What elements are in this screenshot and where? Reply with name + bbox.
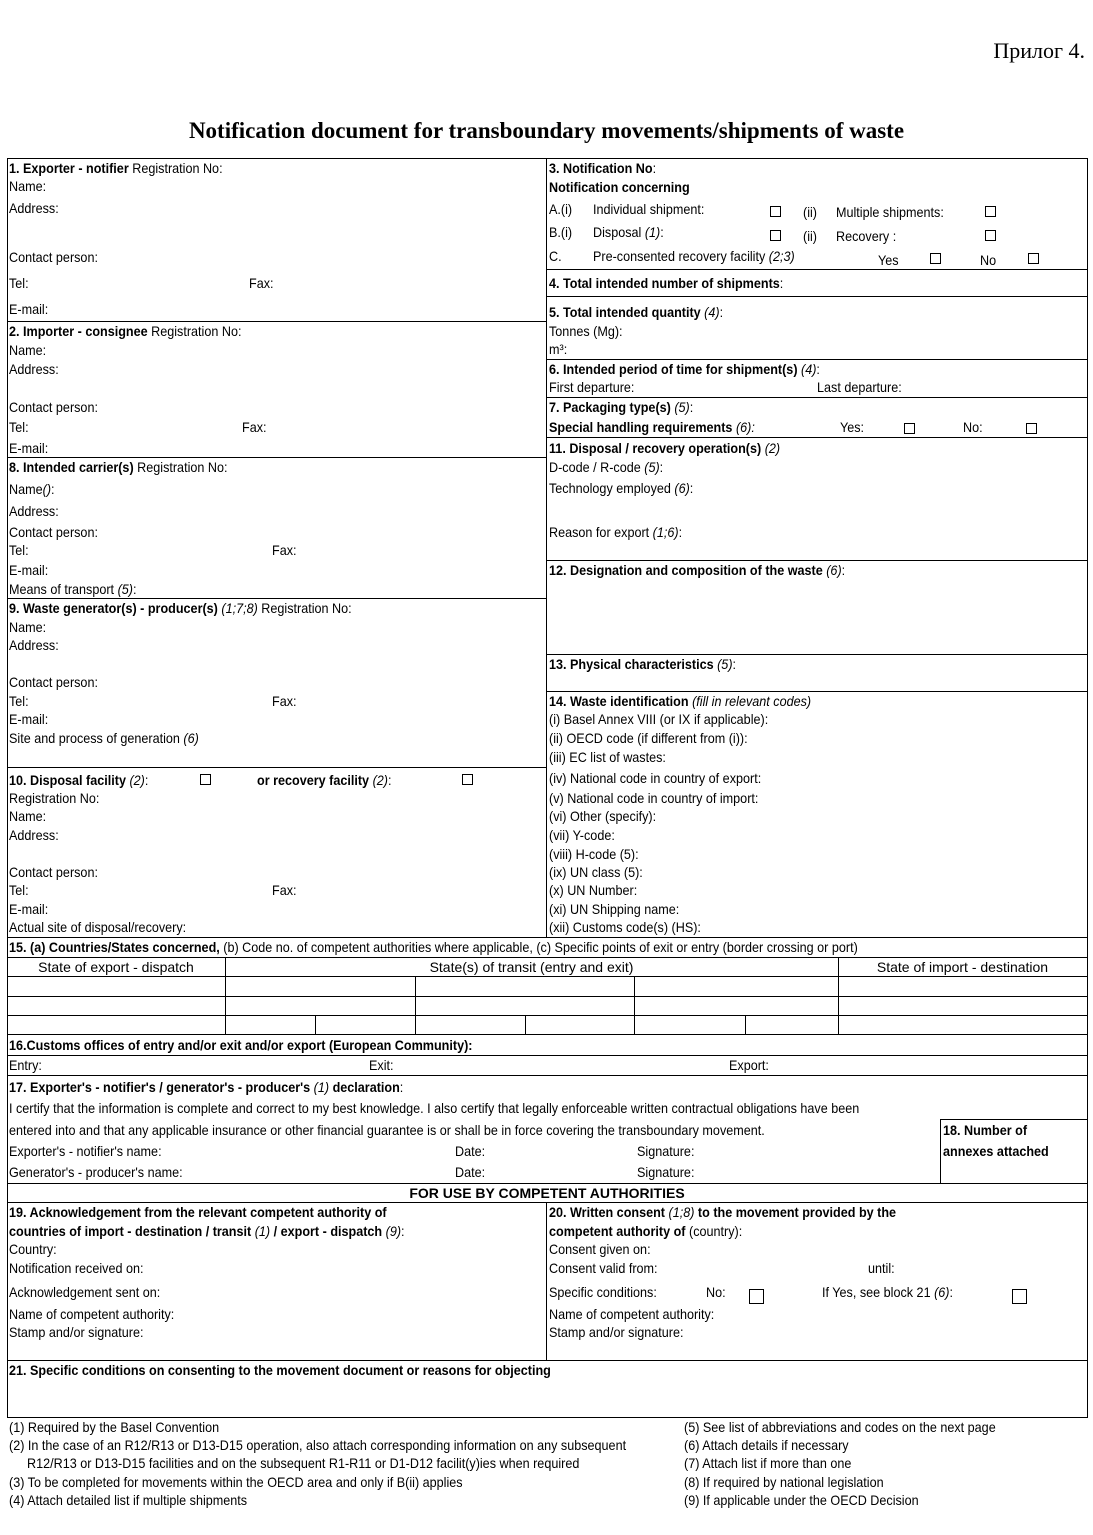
block-20-header <box>549 1204 896 1220</box>
label: : <box>689 480 694 496</box>
divider <box>7 1183 1087 1184</box>
waste-code-label: (v) National code in country of import: <box>549 790 759 806</box>
label: A.(i) <box>549 201 573 217</box>
block-1-header <box>9 160 223 176</box>
note: () <box>42 481 52 497</box>
divider <box>7 767 546 768</box>
block-2-header <box>9 323 241 339</box>
label: : <box>51 481 55 497</box>
block-10-header <box>9 772 148 788</box>
block-9-header <box>9 600 352 616</box>
field-label: Fax: <box>272 882 297 898</box>
field-label: Address: <box>9 503 59 519</box>
field-label: Contact person: <box>9 399 98 415</box>
divider <box>546 158 547 937</box>
block-title: 7. Packaging type(s) <box>549 399 671 415</box>
field-label: Generator's - producer's name: <box>9 1164 183 1180</box>
block-title: 2. Importer - consignee <box>9 323 148 339</box>
field-label: Signature: <box>637 1143 695 1159</box>
divider <box>546 1202 547 1360</box>
field-label: Tel: <box>9 275 29 291</box>
field-label: Last departure: <box>817 379 902 395</box>
field-label: First departure: <box>549 379 635 395</box>
block-title: 10. Disposal facility <box>9 772 126 788</box>
field-label: Country: <box>9 1241 57 1257</box>
field-label <box>549 459 663 475</box>
field-label <box>9 481 55 497</box>
waste-code-label: (xii) Customs code(s) (HS): <box>549 919 701 935</box>
field-label: Stamp and/or signature: <box>549 1324 684 1340</box>
divider <box>7 1360 1087 1361</box>
footnote: (3) To be completed for movements within the OECD area and only if B(ii) applies <box>9 1474 463 1490</box>
note: (2) <box>125 772 145 788</box>
note: (1;6) <box>652 524 679 540</box>
block-15-header <box>9 939 858 955</box>
label: : <box>659 459 664 475</box>
column-state-transit: State(s) of transit (entry and exit) <box>429 959 634 975</box>
table-divider <box>634 976 635 1034</box>
label: Registration No: <box>133 459 228 475</box>
special-handling-no-checkbox[interactable] <box>1026 423 1037 434</box>
block-title: 14. Waste identification <box>549 693 689 709</box>
block-17-header <box>9 1079 403 1095</box>
divider <box>546 296 1087 297</box>
divider <box>7 457 546 458</box>
divider <box>546 560 1087 561</box>
field-label: Contact person: <box>9 674 98 690</box>
note: (9) <box>382 1223 402 1239</box>
label: Reason for export <box>549 524 653 540</box>
label: Registration No: <box>147 323 242 339</box>
block-title: 4. Total intended number of shipments <box>549 275 780 291</box>
block-title: 12. Designation and composition of the waste <box>549 562 823 578</box>
waste-code-label: (ix) UN class (5): <box>549 864 643 880</box>
block-12-header <box>549 562 845 578</box>
block-18-header: annexes attached <box>943 1143 1049 1159</box>
waste-code-label: (ii) OECD code (if different from (i)): <box>549 730 748 746</box>
waste-code-label: (iv) National code in country of export: <box>549 770 762 786</box>
declaration-text: entered into and that any applicable insurance or other financial guarantee is or shall be in force covering the transboundary movement. <box>9 1122 765 1138</box>
footnote: (5) See list of abbreviations and codes on the next page <box>684 1419 996 1435</box>
label: (b) Code no. of competent authorities where applicable, (c) Specific points of exit or entry (border crossing or port) <box>219 939 858 955</box>
block-title: 6. Intended period of time for shipment(s) <box>549 361 798 377</box>
waste-code-label: (vii) Y-code: <box>549 827 615 843</box>
column-state-export: State of export - dispatch <box>38 959 194 975</box>
note: (6): <box>732 419 755 435</box>
note: (2) <box>761 440 781 456</box>
label: Individual shipment: <box>593 201 705 217</box>
field-label: Contact person: <box>9 524 98 540</box>
label: Multiple shipments: <box>836 204 944 220</box>
footnote: (4) Attach detailed list if multiple shipments <box>9 1492 248 1508</box>
column-state-import: State of import - destination <box>876 959 1049 975</box>
note: (1) <box>644 224 661 240</box>
field-label <box>549 524 682 540</box>
field-label: Specific conditions: <box>549 1284 657 1300</box>
field-label: Address: <box>9 200 59 216</box>
label: Special handling requirements <box>549 419 733 435</box>
field-label: Fax: <box>272 542 297 558</box>
label: : <box>732 656 737 672</box>
label: : <box>399 1079 404 1095</box>
note: (1;7;8) <box>217 600 258 616</box>
field-label: Date: <box>455 1164 486 1180</box>
field-label: Exporter's - notifier's name: <box>9 1143 162 1159</box>
divider <box>7 937 1087 938</box>
label: : <box>660 224 664 240</box>
field-label: Fax: <box>272 693 297 709</box>
multiple-shipments-checkbox[interactable] <box>985 206 996 217</box>
field-label: E-mail: <box>9 301 49 317</box>
label: Name <box>9 481 43 497</box>
field-label: Export: <box>729 1057 769 1073</box>
field-label: Fax: <box>242 419 267 435</box>
divider <box>546 269 1087 270</box>
field-label: Contact person: <box>9 249 98 265</box>
label <box>593 224 664 240</box>
note: (2;3) <box>768 248 795 264</box>
block-14-header <box>549 693 811 709</box>
divider <box>546 359 1087 360</box>
page-title: Notification document for transboundary movements/shipments of waste <box>188 118 905 143</box>
divider <box>7 996 1087 997</box>
field-label: Tel: <box>9 542 29 558</box>
notification-concerning: Notification concerning <box>549 179 690 195</box>
label: Disposal <box>593 224 645 240</box>
block-title: / export - dispatch <box>270 1223 383 1239</box>
disposal-facility-checkbox[interactable] <box>200 774 211 785</box>
field-label: Exit: <box>369 1057 394 1073</box>
note: (5) <box>670 399 690 415</box>
footnote: (7) Attach list if more than one <box>684 1455 852 1471</box>
note: (fill in relevant codes) <box>688 693 812 709</box>
footnote: (9) If applicable under the OECD Decision <box>684 1492 919 1508</box>
block-title: 17. Exporter's - notifier's / generator's - producer's <box>9 1079 311 1095</box>
divider <box>7 598 546 599</box>
note: (5) <box>644 459 660 475</box>
field-label: Actual site of disposal/recovery: <box>9 919 187 935</box>
label: No <box>980 252 997 268</box>
field-label: Consent given on: <box>549 1241 651 1257</box>
label: Yes <box>878 252 899 268</box>
field-label: Name: <box>9 808 47 824</box>
field-label: Name: <box>9 178 47 194</box>
divider <box>7 1055 1087 1056</box>
note: (5) <box>117 581 133 597</box>
table-divider <box>745 1015 746 1034</box>
block-18-header: 18. Number of <box>943 1122 1028 1138</box>
divider <box>7 1075 1087 1076</box>
waste-code-label: (x) UN Number: <box>549 882 638 898</box>
field-label: Date: <box>455 1143 486 1159</box>
field-label: Registration No: <box>9 790 100 806</box>
label: Site and process of generation <box>9 730 184 746</box>
field-label: Name: <box>9 619 47 635</box>
field-label: m³: <box>549 341 568 357</box>
note: (6) <box>183 730 199 746</box>
field-label: Name of competent authority: <box>9 1306 175 1322</box>
recovery-checkbox[interactable] <box>985 230 996 241</box>
block-21-header: 21. Specific conditions on consenting to the movement document or reasons for objecting <box>9 1362 551 1378</box>
label <box>822 1284 953 1300</box>
block-title: 11. Disposal / recovery operation(s) <box>549 440 762 456</box>
block-13-header <box>549 656 736 672</box>
label <box>593 248 795 264</box>
label: Yes: <box>840 419 865 435</box>
annex-label: Прилог 4. <box>993 38 1085 63</box>
label: Technology employed <box>549 480 675 496</box>
field-label: Notification received on: <box>9 1260 144 1276</box>
label: (country): <box>685 1223 743 1239</box>
footnote: (1) Required by the Basel Convention <box>9 1419 220 1435</box>
field-label: Tel: <box>9 419 29 435</box>
label: : <box>132 581 137 597</box>
table-divider <box>415 976 416 1034</box>
label: : <box>144 772 149 788</box>
divider <box>940 1119 941 1183</box>
label: : <box>816 361 820 377</box>
field-label: Acknowledgement sent on: <box>9 1284 161 1300</box>
block-title: or recovery facility <box>257 772 370 788</box>
divider <box>546 437 1087 438</box>
block-4-header <box>549 275 783 291</box>
label: : <box>401 1223 405 1239</box>
label: No: <box>706 1284 726 1300</box>
block-title: 8. Intended carrier(s) <box>9 459 134 475</box>
waste-code-label: (vi) Other (specify): <box>549 808 657 824</box>
note: (2) <box>369 772 388 788</box>
block-title: to the movement provided by the <box>694 1204 897 1220</box>
note: (1) <box>251 1223 271 1239</box>
preconsented-no-checkbox[interactable] <box>1028 253 1039 264</box>
block-19-header <box>9 1223 405 1239</box>
field-label: Consent valid from: <box>549 1260 658 1276</box>
preconsented-yes-checkbox[interactable] <box>930 253 941 264</box>
block-title: 13. Physical characteristics <box>549 656 714 672</box>
label: : <box>949 1284 953 1300</box>
field-label <box>9 730 199 746</box>
label: : <box>387 772 392 788</box>
field-label: Fax: <box>249 275 274 291</box>
field-label: Signature: <box>637 1164 695 1180</box>
label: Registration No: <box>257 600 352 616</box>
individual-shipment-checkbox[interactable] <box>770 206 781 217</box>
table-divider <box>315 1015 316 1034</box>
label: D-code / R-code <box>549 459 645 475</box>
block-16-header: 16.Customs offices of entry and/or exit and/or export (European Community): <box>9 1037 473 1053</box>
block-20-header <box>549 1223 742 1239</box>
field-label: Address: <box>9 361 59 377</box>
label: No: <box>963 419 983 435</box>
label: If Yes, see block 21 <box>822 1284 935 1300</box>
field-label: Name: <box>9 342 47 358</box>
authorities-banner: FOR USE BY COMPETENT AUTHORITIES <box>409 1185 685 1201</box>
recovery-facility-checkbox[interactable] <box>462 774 473 785</box>
field-label: E-mail: <box>9 562 49 578</box>
footnote: (6) Attach details if necessary <box>684 1437 849 1453</box>
block-title: 5. Total intended quantity <box>549 304 701 320</box>
divider <box>7 976 1087 977</box>
declaration-text: I certify that the information is complete and correct to my best knowledge. I also certify that legally enforceable written contractual obligations have been <box>9 1100 860 1116</box>
special-handling-yes-checkbox[interactable] <box>904 423 915 434</box>
waste-code-label: (viii) H-code (5): <box>549 846 639 862</box>
footnote: R12/R13 or D13-D15 facilities and on the subsequent R1-R11 or D1-D12 facilit(y)ies when required <box>27 1455 580 1471</box>
block-8-header <box>9 459 228 475</box>
field-label <box>549 419 755 435</box>
label: (ii) <box>803 228 817 244</box>
block-6-header <box>549 361 820 377</box>
field-label: Stamp and/or signature: <box>9 1324 144 1340</box>
label: : <box>779 275 784 291</box>
table-divider <box>525 1015 526 1034</box>
block-title: 15. (a) Countries/States concerned, <box>9 939 220 955</box>
field-label: E-mail: <box>9 901 49 917</box>
block-7-header <box>549 399 693 415</box>
field-label: Tel: <box>9 693 29 709</box>
footnote: (8) If required by national legislation <box>684 1474 884 1490</box>
block-19-header: 19. Acknowledgement from the relevant competent authority of <box>9 1204 387 1220</box>
divider <box>546 654 1087 655</box>
field-label: Contact person: <box>9 864 98 880</box>
label: : <box>719 304 724 320</box>
note: (6) <box>934 1284 950 1300</box>
label: Means of transport <box>9 581 118 597</box>
specific-conditions-no-checkbox[interactable] <box>749 1289 764 1304</box>
divider <box>546 397 1087 398</box>
field-label: Tonnes (Mg): <box>549 323 623 339</box>
divider <box>7 957 1087 958</box>
block-title: 20. Written consent <box>549 1204 666 1220</box>
block-title: countries of import - destination / transit <box>9 1223 252 1239</box>
block-title: declaration <box>329 1079 400 1095</box>
note: (4) <box>797 361 817 377</box>
waste-code-label: (xi) UN Shipping name: <box>549 901 680 917</box>
divider <box>7 1015 1087 1016</box>
field-label: E-mail: <box>9 440 49 456</box>
divider <box>7 321 546 322</box>
specific-conditions-yes-checkbox[interactable] <box>1012 1289 1027 1304</box>
disposal-checkbox[interactable] <box>770 230 781 241</box>
note: (6) <box>822 562 842 578</box>
note: (6) <box>674 480 690 496</box>
divider <box>7 1202 1087 1203</box>
waste-code-label: (iii) EC list of wastes: <box>549 749 666 765</box>
field-label: Address: <box>9 827 59 843</box>
block-11-header <box>549 440 780 456</box>
label: Pre-consented recovery facility <box>593 248 769 264</box>
block-3-header <box>549 160 656 176</box>
note: (4) <box>700 304 720 320</box>
note: (1;8) <box>665 1204 695 1220</box>
field-label: until: <box>868 1260 895 1276</box>
field-label <box>549 480 693 496</box>
block-title: 1. Exporter - notifier <box>9 160 129 176</box>
block-title: competent authority of <box>549 1223 686 1239</box>
label: (ii) <box>803 204 817 220</box>
block-title: 3. Notification No <box>549 160 653 176</box>
field-label: Address: <box>9 637 59 653</box>
recovery-facility-label <box>257 772 391 788</box>
field-label: Name of competent authority: <box>549 1306 715 1322</box>
field-label <box>9 581 136 597</box>
note: (5) <box>713 656 733 672</box>
divider <box>7 1034 1087 1035</box>
label: : <box>678 524 683 540</box>
field-label: Entry: <box>9 1057 42 1073</box>
divider <box>940 1119 1087 1120</box>
waste-code-label: (i) Basel Annex VIII (or IX if applicable): <box>549 711 769 727</box>
label: Recovery : <box>836 228 897 244</box>
label: C. <box>549 248 562 264</box>
label: : <box>841 562 846 578</box>
label: B.(i) <box>549 224 573 240</box>
divider <box>546 691 1087 692</box>
field-label: E-mail: <box>9 711 49 727</box>
label: : <box>689 399 694 415</box>
note: (1) <box>310 1079 330 1095</box>
label: : <box>652 160 657 176</box>
label: Registration No: <box>128 160 223 176</box>
block-title: 9. Waste generator(s) - producer(s) <box>9 600 218 616</box>
field-label: Tel: <box>9 882 29 898</box>
footnote: (2) In the case of an R12/R13 or D13-D15 operation, also attach corresponding information on any subsequent <box>9 1437 627 1453</box>
block-5-header <box>549 304 723 320</box>
